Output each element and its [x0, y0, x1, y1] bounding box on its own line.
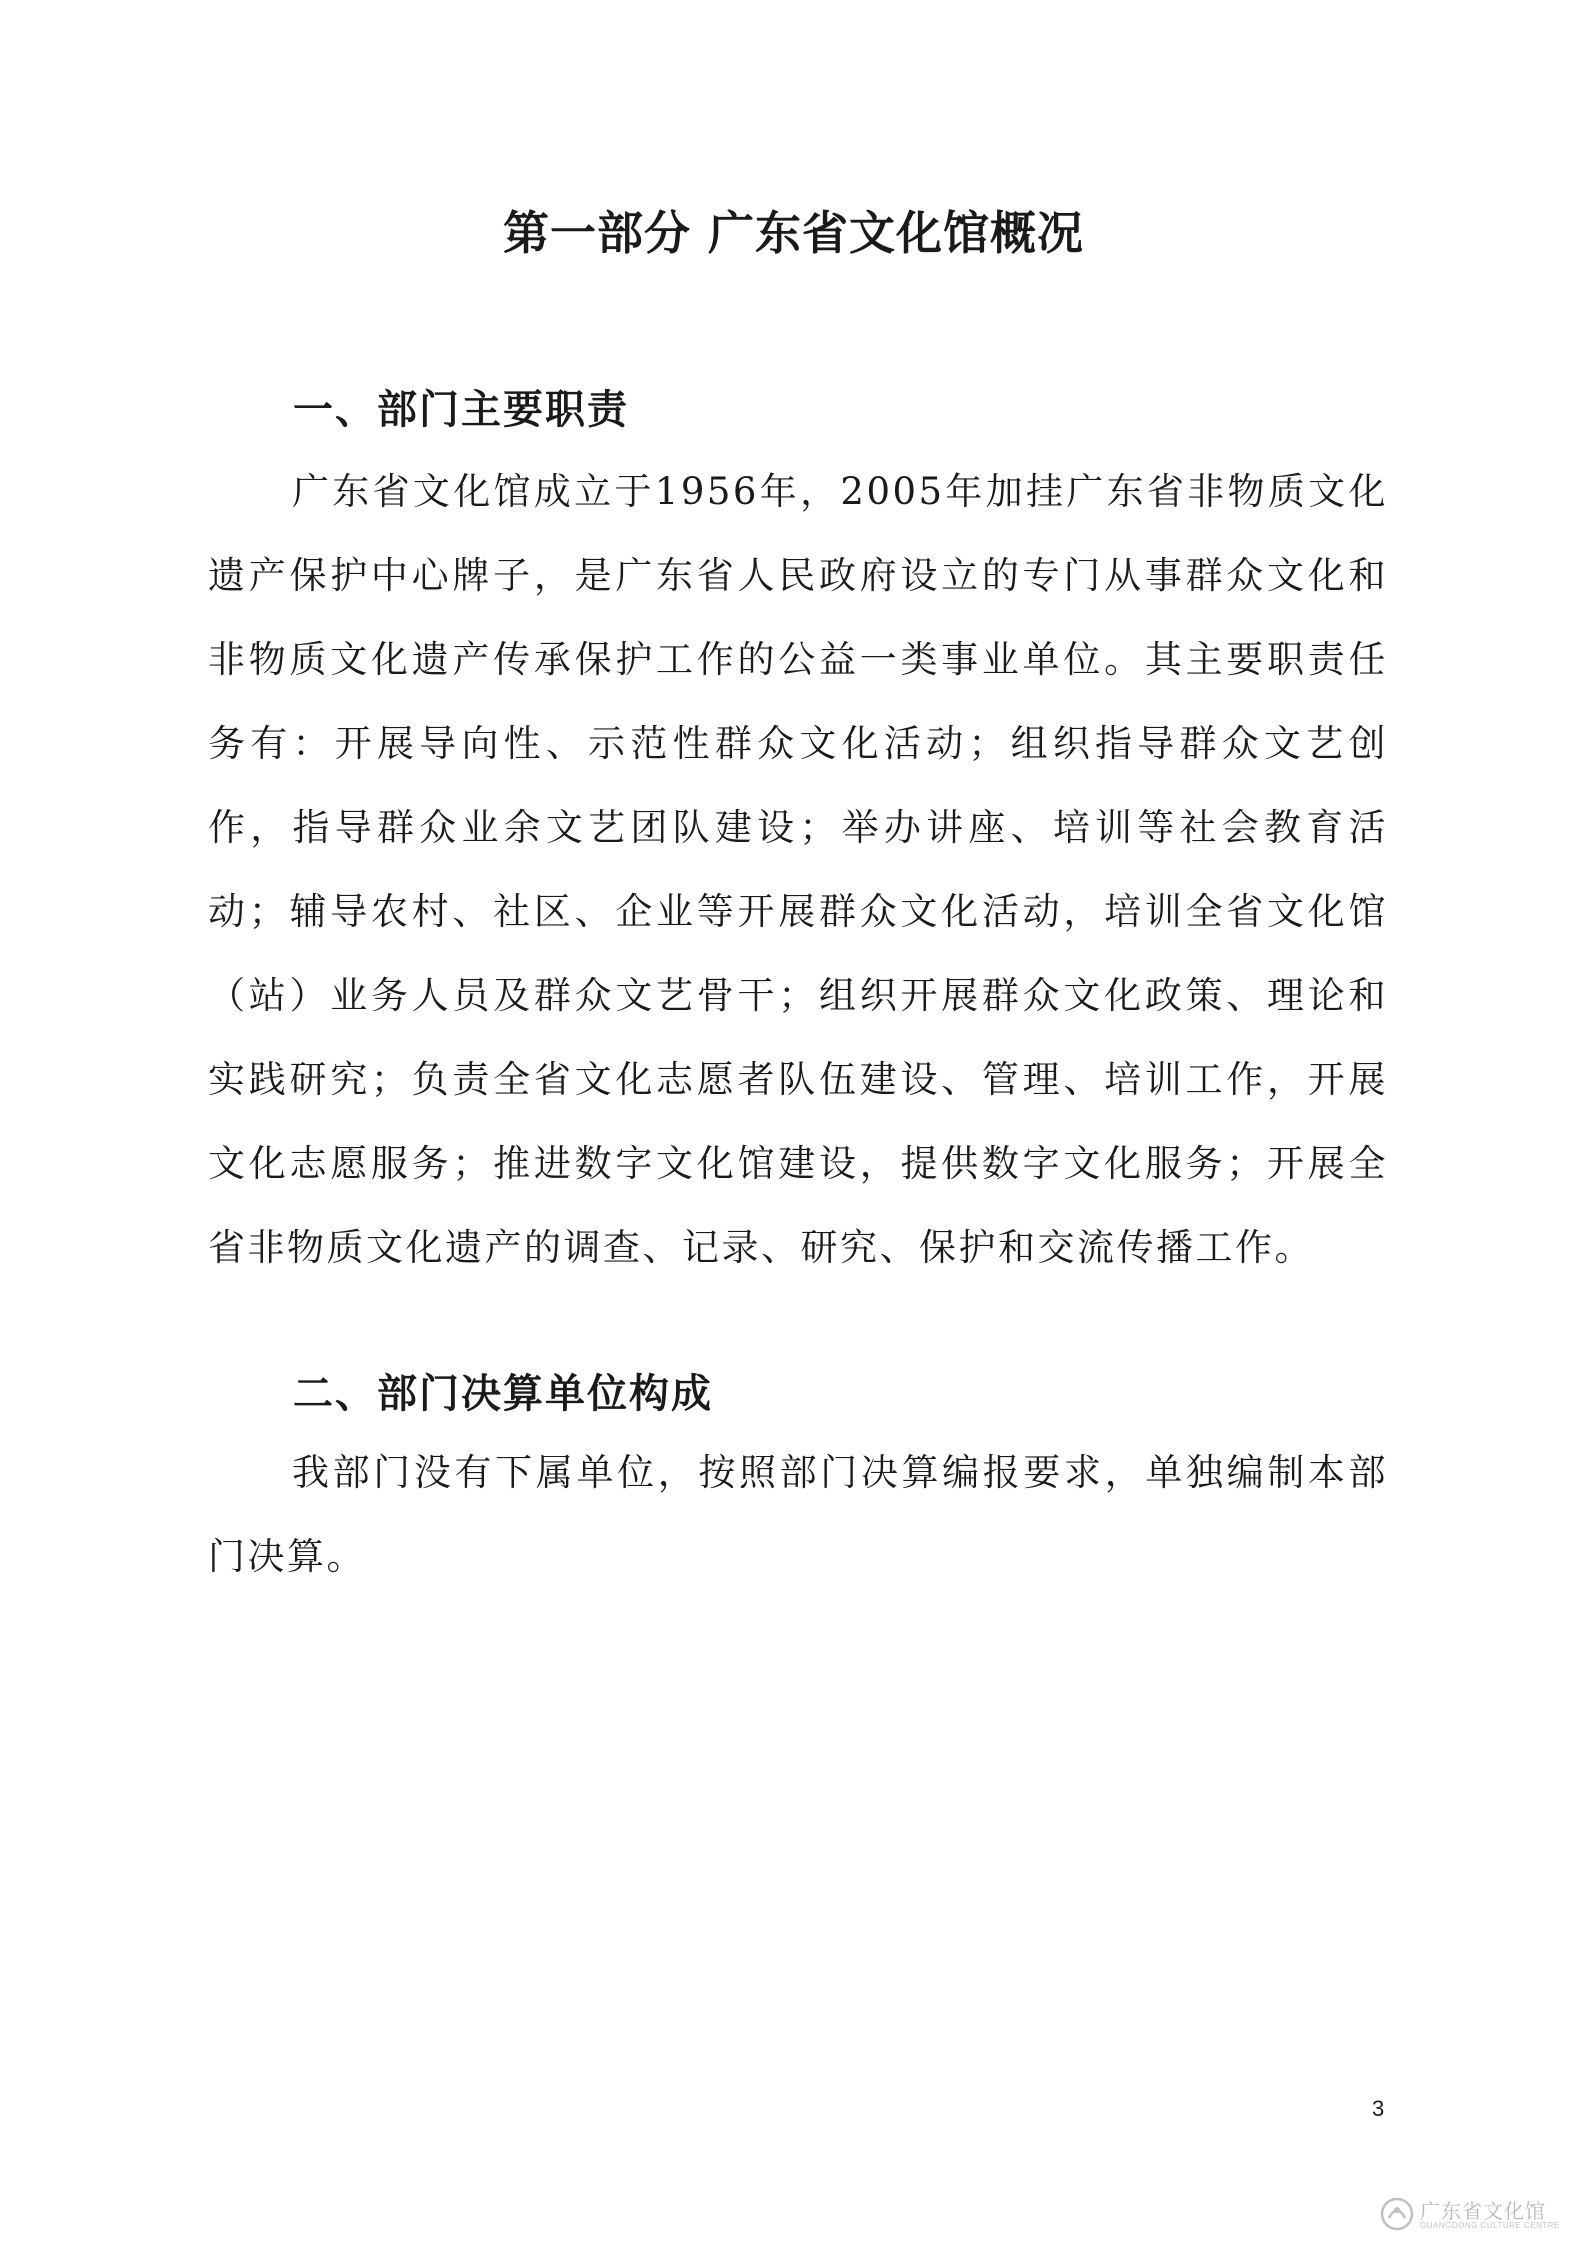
- page-title: 第一部分 广东省文化馆概况: [502, 206, 1084, 260]
- watermark-name: 广东省文化馆: [1420, 2199, 1546, 2223]
- page-number: 3: [1372, 2096, 1385, 2121]
- watermark-subtitle: GUANGDONG CULTURE CENTRE: [1420, 2221, 1560, 2230]
- section-heading-composition: 二、部门决算单位构成: [293, 1371, 713, 1417]
- section-paragraph-duties: 广东省文化馆成立于1956年，2005年加挂广东省非物质文化遗产保护中心牌子，是广东省人民政府设立的专门从事群众文化和非物质文化遗产传承保护工作的公益一类事业单位。其主要职责任务有：开展导向性、示范性群众文化活动；组织指导群众文艺创作，指导群众业余文艺团队建设；举办讲座、培训等社会教育活动；辅导农村、社区、企业等开展群众文化活动，培训全省文化馆（站）业务人员及群众文艺骨干；组织开展群众文化政策、理论和实践研究；负责全省文化志愿者队伍建设、管理、培训工作，开展文化志愿服务；推进数字文化馆建设，提供数字文化服务；开展全省非物质文化遗产的调查、记录、研究、保护和交流传播工作。: [208, 470, 1388, 1269]
- section-paragraph-composition: 我部门没有下属单位，按照部门决算编报要求，单独编制本部门决算。: [208, 1451, 1388, 1578]
- culture-centre-logo-icon: [1380, 2197, 1414, 2235]
- watermark-logo: [1380, 2195, 1580, 2235]
- section-heading-duties: 一、部门主要职责: [293, 387, 629, 433]
